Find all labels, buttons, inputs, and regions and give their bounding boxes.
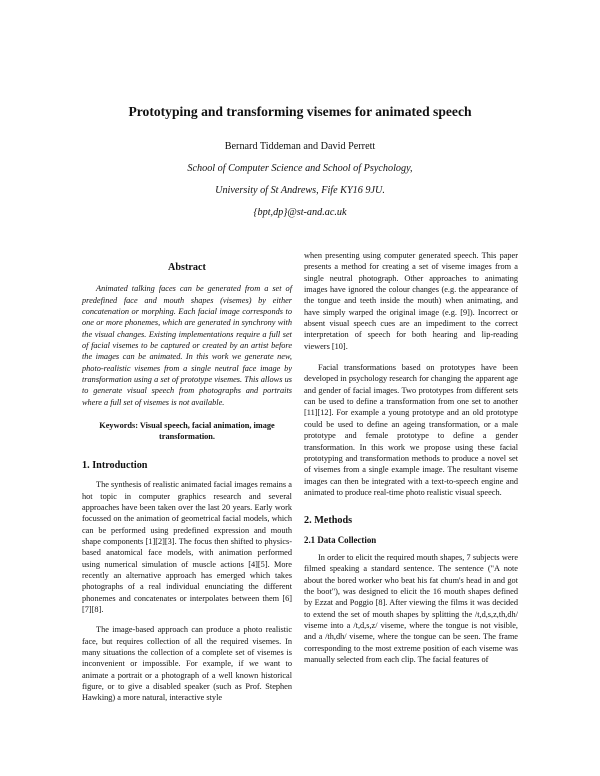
intro-paragraph-4: Facial transformations based on prototypes have been developed in psychology research for changing the apparent age and gender of facial images. Two prototypes from different sets can be used to define a transformation from one set to another [11][12]. For example a young prototype and an old prototype could be used to define an ageing transformation, or a male prototype and female prototype to define a gender transformation. In this work we propose using these facial prototyping and transformation methods to produce a novel set of visemes from a single example image. The resultant viseme images can then be integrated with a text-to-speech engine and animated to produce real-time photo realistic visual speech.: [304, 363, 518, 497]
keywords: Keywords: Visual speech, facial animation, image transformation.: [99, 421, 275, 442]
paper-authors: Bernard Tiddeman and David Perrett: [224, 141, 376, 152]
subsection-heading-data-collection: 2.1 Data Collection: [304, 534, 377, 545]
section-heading-methods: 2. Methods: [304, 515, 353, 527]
abstract-text: Animated talking faces can be generated from a set of predefined face and mouth shapes (visemes) by either concatenation or morphing. Each facial image corresponds to one or more phonemes, which are generated in synchrony with the visual changes. Existing implementations require a full set of facial visemes to be captured or created by an artist before the images can be animated. In this work we generate new, photo-realistic visemes from a single neutral face image by transformation using a set of prototype visemes. This allows us to generate visual speech from photographs and portraits where a full set of visemes is not available.: [82, 284, 292, 407]
methods-paragraph-1: In order to elicit the required mouth shapes, 7 subjects were filmed speaking a standard sentence. The sentence ("A note about the bored worker who beat his fat chum's head in and got the boot"), was designed to elicit the 16 mouth shapes defined by Ezzat and Poggio [8]. After viewing the films it was decided to extend the set of mouth shapes by splitting the /t,d,s,z,th,dh/ viseme into a /t,d,s,z/ viseme, where the tongue is not visible, and a /th,dh/ viseme, where the tongue can be seen. The frame corresponding to the most extreme position of each viseme was manually selected from each clip. The facial features of: [304, 552, 518, 664]
affiliation-line-1: School of Computer Science and School of Psychology,: [187, 163, 413, 174]
intro-paragraph-1: The synthesis of realistic animated facial images remains a hot topic in computer graphics research and several approaches have been taken over the last 20 years. Early work focussed on the animation of geometrical facial models, which can be performed using predefined expression and mouth shape components [1][2][3]. The focus then shifted to physics-based anatomical face models, with animation performed using numerical simulation of muscle actions [4][5]. More recently an alternative approach has emerged which takes photographs of a real individual enunciating the different phonemes and concatenates or interpolates between them [6][7][8].: [82, 480, 292, 614]
left-column: [82, 262, 292, 713]
paper-title: Prototyping and transforming visemes for animated speech: [128, 104, 472, 119]
intro-paragraph-3: when presenting using computer generated speech. This paper presents a method for creating a set of viseme images from a single neutral photograph. Other approaches to animating images have ignored the colour changes (e.g. the appearance of the tongue and teeth inside the mouth) when animating, and have simply warped the original image (e.g. [9]). Incorrect or absent visual speech cues are an impediment to the correct interpretation of speech for both hearing and lip-reading viewers [10].: [304, 251, 518, 351]
abstract-heading: Abstract: [168, 262, 206, 273]
author-email: {bpt,dp}@st-and.ac.uk: [253, 207, 347, 218]
affiliation-line-2: University of St Andrews, Fife KY16 9JU.: [215, 185, 385, 196]
section-heading-introduction: 1. Introduction: [82, 459, 148, 471]
right-column: [304, 250, 518, 675]
intro-paragraph-2: The image-based approach can produce a photo realistic face, but requires collection of all the required visemes. In many situations the collection of a complete set of visemes is inconvenient or impossible. For example, if we want to animate a portrait or a photograph of a well known historical figure, or to give a disabled speaker (such as Prof. Stephen Hawking) a more natural, interactive style: [82, 625, 292, 703]
